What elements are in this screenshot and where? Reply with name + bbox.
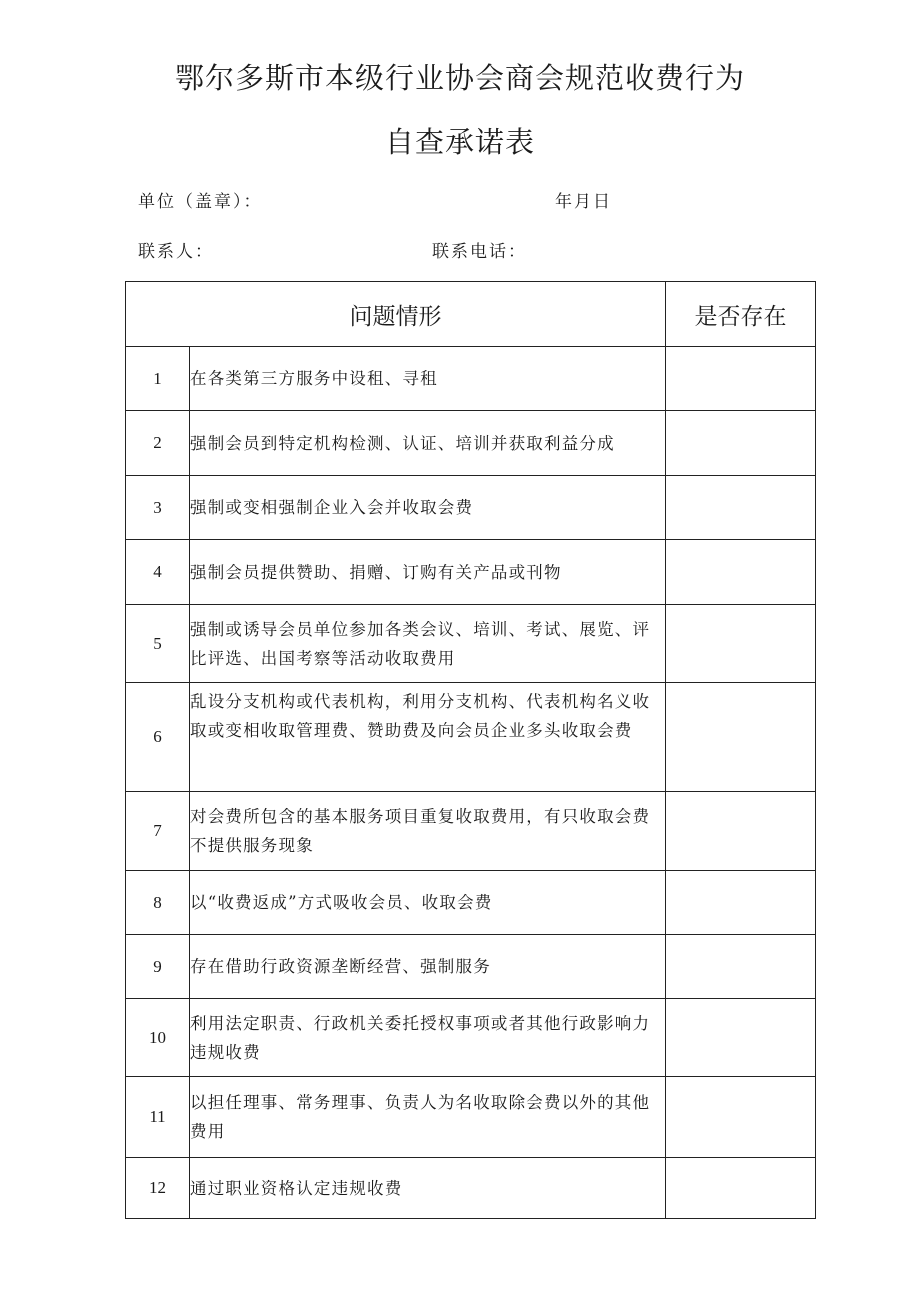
row-description: 以“收费返成”方式吸收会员、收取会费 (190, 871, 666, 935)
row-answer-cell[interactable] (666, 792, 816, 871)
date-label: 年月日 (555, 192, 612, 212)
row-description: 强制或诱导会员单位参加各类会议、培训、考试、展览、评比评选、出国考察等活动收取费用 (190, 605, 666, 683)
row-number: 2 (126, 411, 190, 476)
row-description: 通过职业资格认定违规收费 (190, 1158, 666, 1219)
table-row (126, 476, 816, 540)
row-description: 对会费所包含的基本服务项目重复收取费用，有只收取会费不提供服务现象 (190, 792, 666, 871)
row-number: 5 (126, 605, 190, 683)
row-answer-cell[interactable] (666, 1077, 816, 1158)
row-description: 强制会员到特定机构检测、认证、培训并获取利益分成 (190, 411, 666, 476)
row-answer-cell[interactable] (666, 1158, 816, 1219)
table-row (126, 1077, 816, 1158)
row-description: 强制或变相强制企业入会并收取会费 (190, 476, 666, 540)
table-row (126, 347, 816, 411)
table-row (126, 871, 816, 935)
row-number: 10 (126, 999, 190, 1077)
row-number: 8 (126, 871, 190, 935)
row-description: 乱设分支机构或代表机构，利用分支机构、代表机构名义收取或变相收取管理费、赞助费及向会员企业多头收取会费 (190, 683, 666, 792)
row-number: 1 (126, 347, 190, 411)
row-answer-cell[interactable] (666, 935, 816, 999)
table-row (126, 792, 816, 871)
row-answer-cell[interactable] (666, 540, 816, 605)
row-answer-cell[interactable] (666, 411, 816, 476)
row-description: 利用法定职责、行政机关委托授权事项或者其他行政影响力违规收费 (190, 999, 666, 1077)
table-row (126, 935, 816, 999)
row-description: 存在借助行政资源垄断经营、强制服务 (190, 935, 666, 999)
row-number: 11 (126, 1077, 190, 1158)
row-answer-cell[interactable] (666, 347, 816, 411)
row-description: 在各类第三方服务中设租、寻租 (190, 347, 666, 411)
document-title: 鄂尔多斯市本级行业协会商会规范收费行为 (174, 61, 745, 95)
row-number: 9 (126, 935, 190, 999)
table-row (126, 999, 816, 1077)
table-row (126, 605, 816, 683)
row-number: 12 (126, 1158, 190, 1219)
row-answer-cell[interactable] (666, 871, 816, 935)
document-subtitle: 自查承诺表 (384, 125, 535, 159)
row-description: 以担任理事、常务理事、负责人为名收取除会费以外的其他费用 (190, 1077, 666, 1158)
table-row (126, 411, 816, 476)
header-issue: 问题情形 (126, 282, 666, 347)
row-answer-cell[interactable] (666, 605, 816, 683)
table-row (126, 683, 816, 792)
unit-seal-label: 单位（盖章）： (138, 192, 263, 212)
row-description: 强制会员提供赞助、捐赠、订购有关产品或刊物 (190, 540, 666, 605)
table-header-row (126, 282, 816, 347)
row-number: 6 (126, 683, 190, 792)
header-exists: 是否存在 (666, 282, 816, 347)
contact-person-label: 联系人： (138, 242, 214, 262)
table-row (126, 540, 816, 605)
contact-phone-label: 联系电话： (432, 242, 527, 262)
row-answer-cell[interactable] (666, 999, 816, 1077)
row-number: 4 (126, 540, 190, 605)
self-check-table (125, 281, 816, 1219)
row-number: 3 (126, 476, 190, 540)
table-row (126, 1158, 816, 1219)
row-answer-cell[interactable] (666, 476, 816, 540)
row-answer-cell[interactable] (666, 683, 816, 792)
row-number: 7 (126, 792, 190, 871)
